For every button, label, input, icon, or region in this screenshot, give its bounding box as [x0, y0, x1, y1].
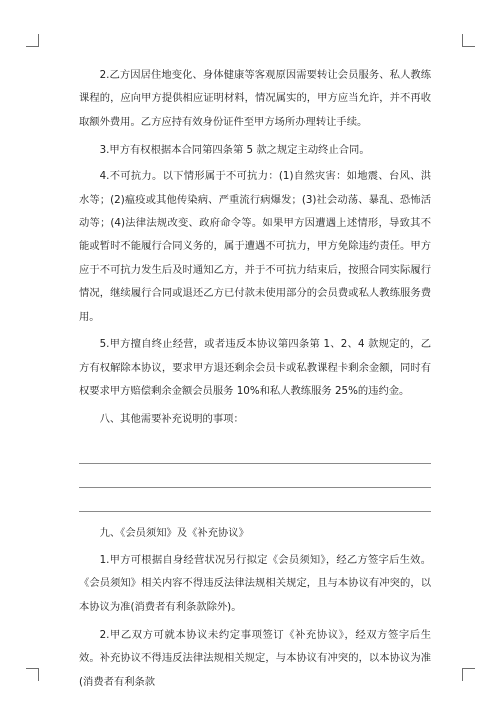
clause-supplementary-agreement-paragraph: 2.甲乙双方可就本协议未约定事项签订《补充协议》，经双方签字后生效。补充协议不得违反法律法规相关规定，与本协议有冲突的，以本协议为准(消费者有利条款: [79, 628, 431, 688]
section-nine-heading: 九、《会员须知》及《补充协议》: [99, 526, 249, 539]
clause-transfer-paragraph: 2.乙方因居住地变化、身体健康等客观原因需要转让会员服务、私人教练课程的，应向甲方提供相应证明材料，情况属实的，甲方应当允许，并不再收取额外费用。乙方应持有效身份证件至甲方场所办理转让手续。: [79, 69, 431, 128]
supplementary-blank-line: [79, 488, 431, 512]
supplementary-blank-line: [79, 440, 431, 464]
corner-mark-bottom-right: [462, 668, 475, 681]
supplementary-blank-line: [79, 464, 431, 488]
supplementary-notes-lines: [79, 440, 431, 512]
section-eight-heading: 八、其他需要补充说明的事项：: [99, 413, 244, 426]
clause-force-majeure-paragraph: 4.不可抗力。以下情形属于不可抗力：(1)自然灾害：如地震、台风、洪水等；(2)瘟疫或其他传染病、严重流行病爆发；(3)社会动荡、暴乱、恐怖活动等；(4)法律法规改变、政府命令等。如果甲方因遭遇上述情形，导致其不能或暂时不能履行合同义务的，属于遭遇不可抗力，甲方免除违约责任。甲方应于不可抗力发生后及时通知乙方，并于不可抗力结束后，按照合同实际履行情况，继续履行合同或退还乙方已付款未使用部分的会员费或私人教练服务费用。: [79, 170, 431, 323]
clause-member-notice-paragraph: 1.甲方可根据自身经营状况另行拟定《会员须知》，经乙方签字后生效。《会员须知》相关内容不得违反法律法规相关规定，且与本协议有冲突的，以本协议为准(消费者有利条款除外)。: [79, 554, 431, 613]
corner-mark-bottom-left: [26, 668, 39, 681]
corner-mark-top-right: [462, 34, 475, 47]
clause-breach-paragraph: 5.甲方擅自终止经营，或者违反本协议第四条第 1、2、4 款规定的，乙方有权解除本协议，要求甲方退还剩余会员卡或私教课程卡剩余金额，同时有权要求甲方赔偿剩余金额会员服务 10%和私人教练服务 25%的违约金。: [79, 338, 431, 398]
corner-mark-top-left: [26, 34, 39, 47]
document-body: [79, 64, 431, 698]
clause-termination-right-paragraph: 3.甲方有权根据本合同第四条第 5 款之规定主动终止合同。: [99, 143, 370, 156]
